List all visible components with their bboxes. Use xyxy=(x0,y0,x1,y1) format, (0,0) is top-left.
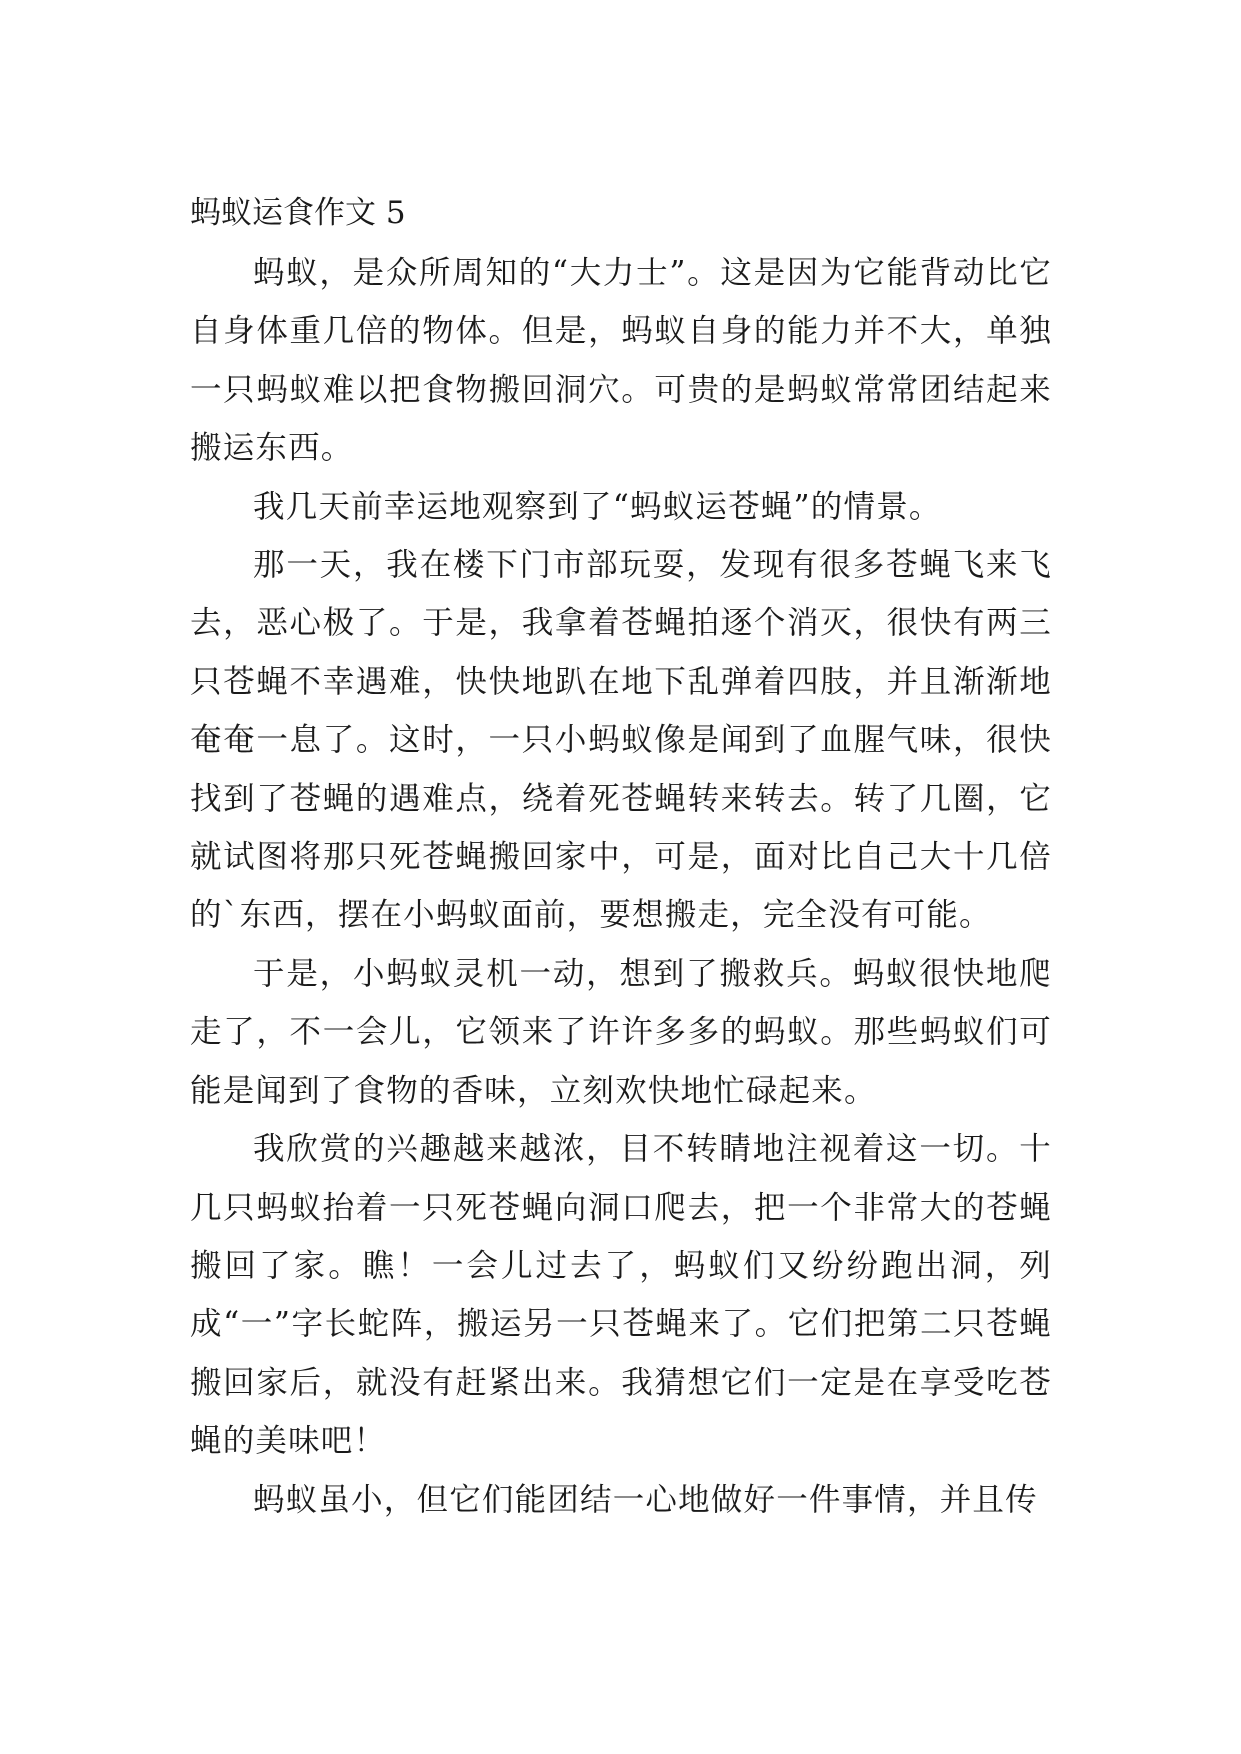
document-body xyxy=(190,182,1052,1529)
paragraph-2: 我几天前幸运地观察到了“蚂蚁运苍蝇”的情景。 xyxy=(253,488,942,525)
paragraph-1: 蚂蚁，是众所周知的“大力士”。这是因为它能背动比它自身体重几倍的物体。但是，蚂蚁自身的能力并不大，单独一只蚂蚁难以把食物搬回洞穴。可贵的是蚂蚁常常团结起来搬运东西。 xyxy=(190,255,1052,467)
paragraph-6: 蚂蚁虽小，但它们能团结一心地做好一件事情，并且传 xyxy=(253,1481,1038,1518)
paragraph-3: 那一天，我在楼下门市部玩耍，发现有很多苍蝇飞来飞去，恶心极了。于是，我拿着苍蝇拍逐个消灭，很快有两三只苍蝇不幸遇难，快快地趴在地下乱弹着四肢，并且渐渐地奄奄一息了。这时，一只小蚂蚁像是闻到了血腥气味，很快找到了苍蝇的遇难点，绕着死苍蝇转来转去。转了几圈，它就试图将那只死苍蝇搬回家中，可是，面对比自己大十几倍的`东西，摆在小蚂蚁面前，要想搬走，完全没有可能。 xyxy=(190,547,1052,934)
paragraph-4: 于是，小蚂蚁灵机一动，想到了搬救兵。蚂蚁很快地爬走了，不一会儿，它领来了许许多多的蚂蚁。那些蚂蚁们可能是闻到了食物的香味，立刻欢快地忙碌起来。 xyxy=(190,955,1052,1109)
paragraph-5: 我欣赏的兴趣越来越浓，目不转睛地注视着这一切。十几只蚂蚁抬着一只死苍蝇向洞口爬去，把一个非常大的苍蝇搬回了家。瞧！一会儿过去了，蚂蚁们又纷纷跑出洞，列成“一”字长蛇阵，搬运另一只苍蝇来了。它们把第二只苍蝇搬回家后，就没有赶紧出来。我猜想它们一定是在享受吃苍蝇的美味吧！ xyxy=(190,1131,1052,1460)
essay-title: 蚂蚁运食作文 5 xyxy=(190,195,406,231)
